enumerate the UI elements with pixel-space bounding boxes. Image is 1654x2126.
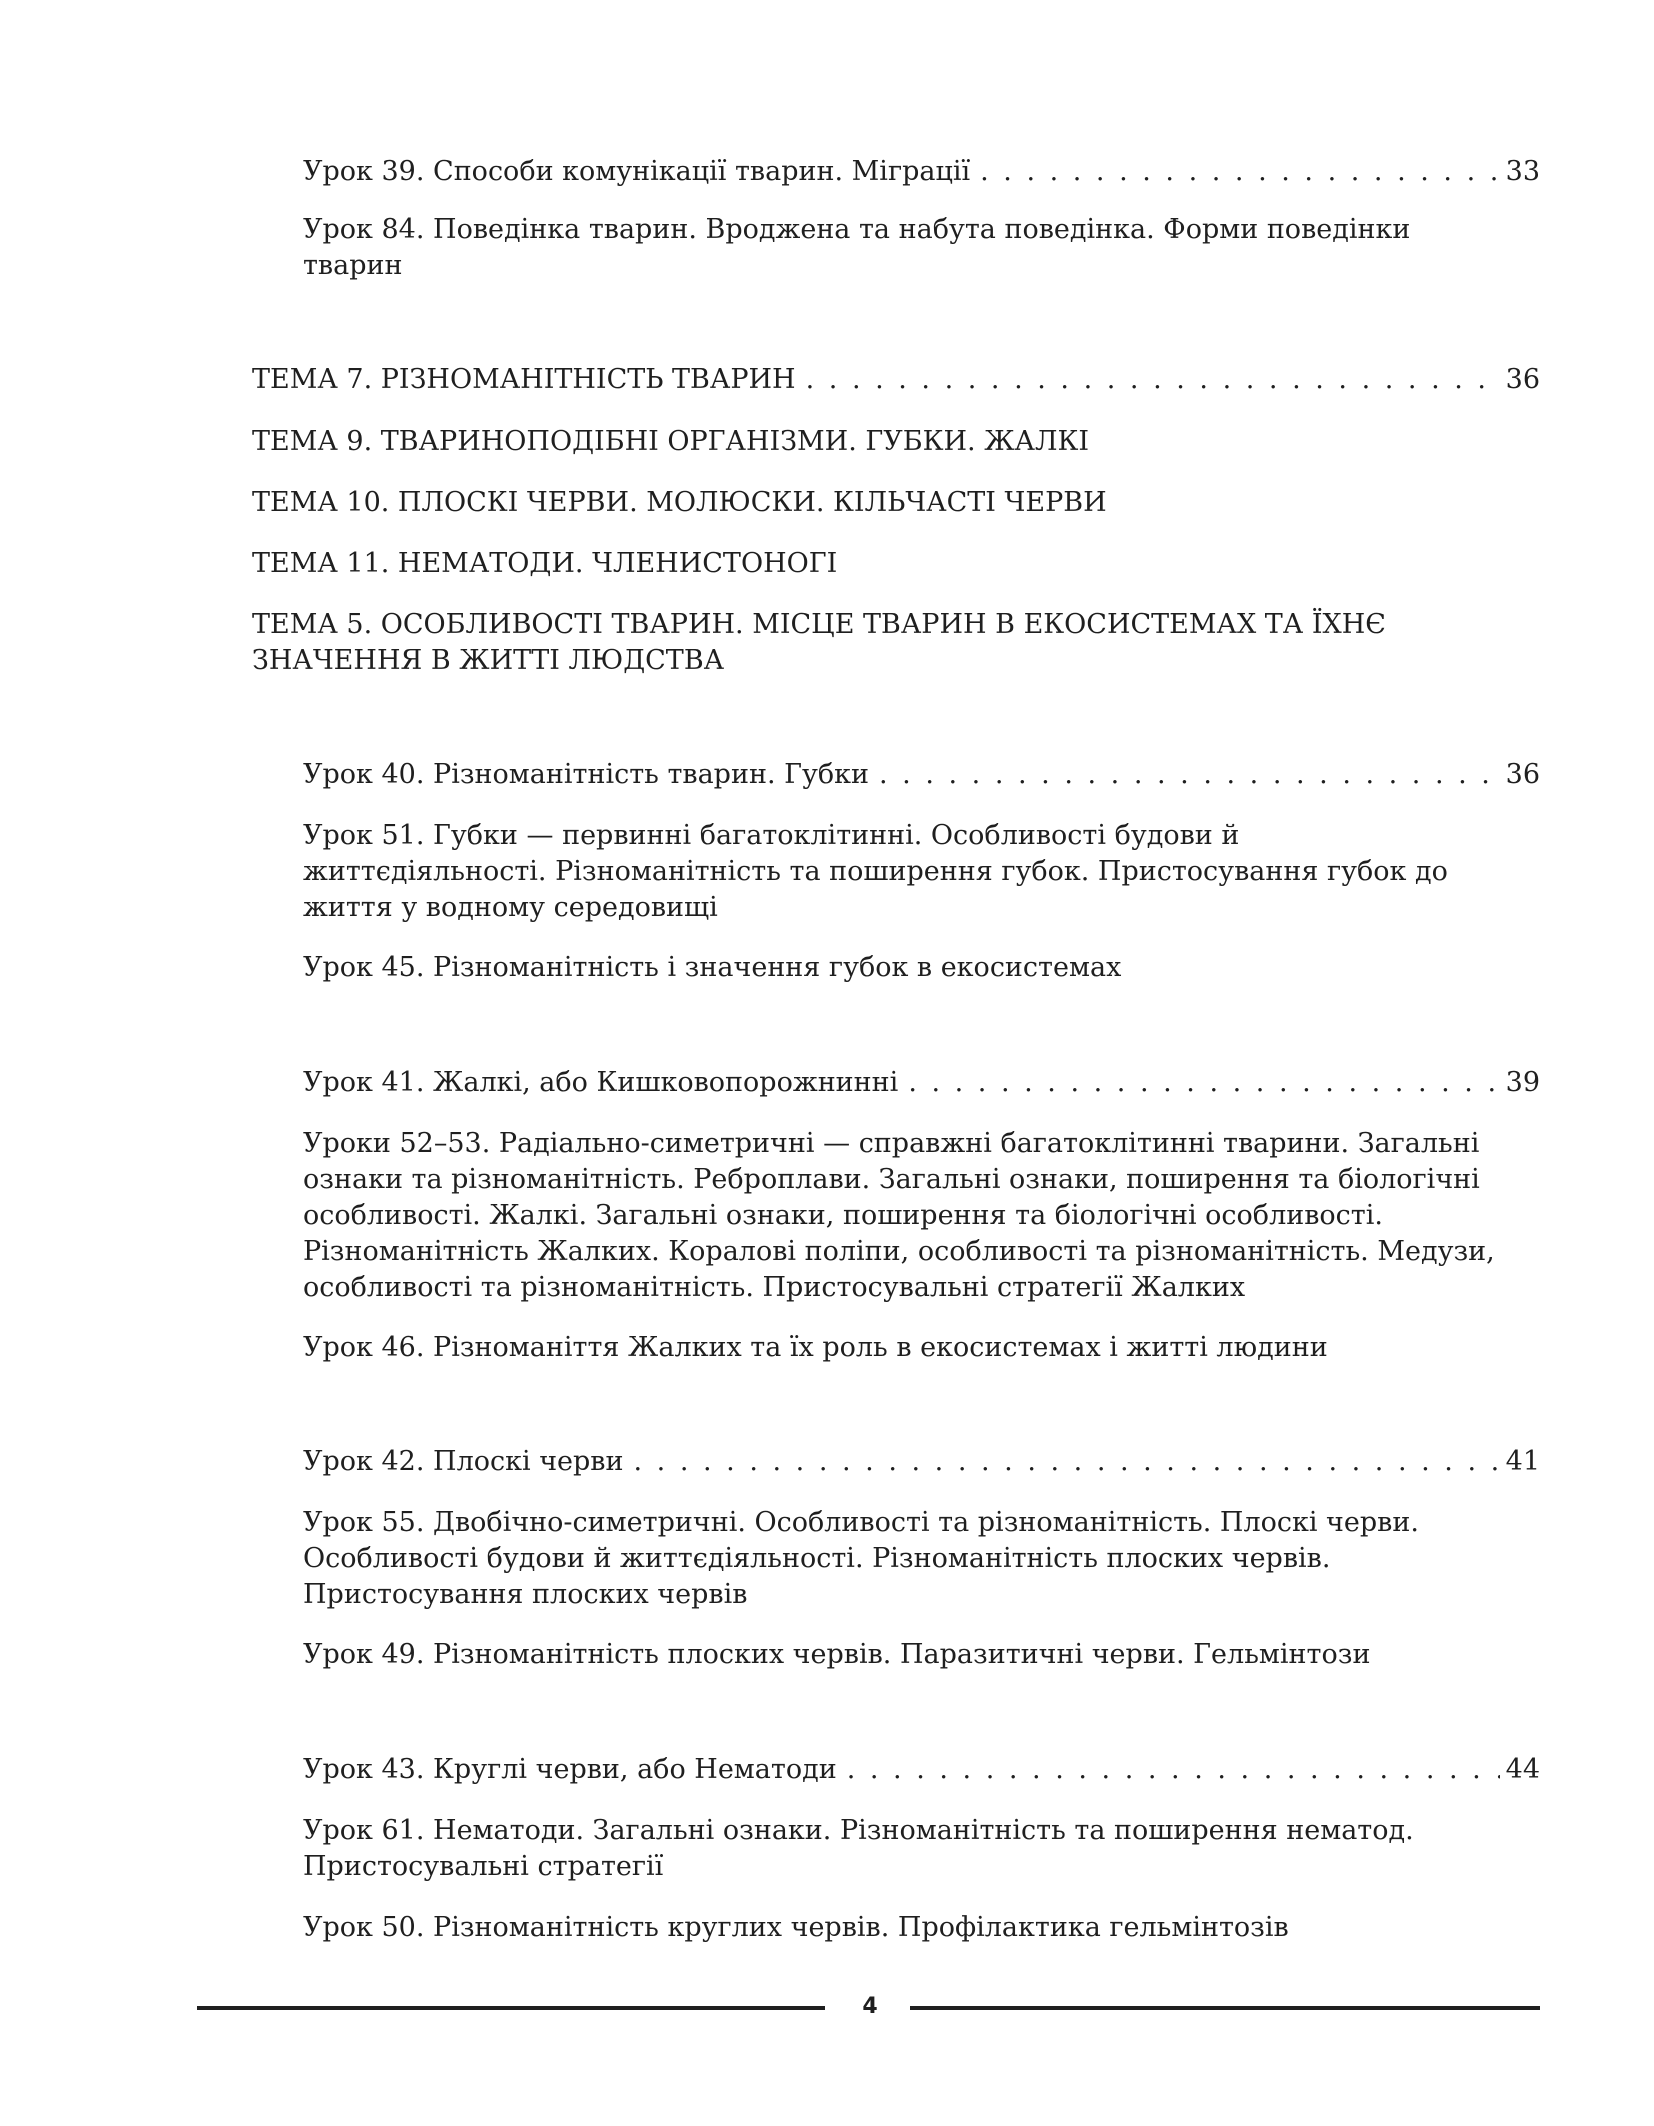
toc-entry-title: Урок 43. Круглі черви, або Нематоди (303, 1754, 837, 1785)
toc-page-number: 36 (1505, 364, 1540, 395)
toc-page-number: 36 (1505, 759, 1540, 790)
toc-entry[interactable] (303, 1752, 1540, 1788)
toc-topic-title: ТЕМА 7. РІЗНОМАНІТНІСТЬ ТВАРИН (252, 364, 796, 395)
toc-topic-subtitle: ТЕМА 10. ПЛОСКІ ЧЕРВИ. МОЛЮСКИ. КІЛЬЧАСТІ ЧЕРВИ (252, 487, 1107, 518)
toc-topic-subtitle: ТЕМА 11. НЕМАТОДИ. ЧЛЕНИСТОНОГІ (252, 548, 838, 579)
toc-subentry: Уроки 52–53. Радіально-симетричні — справжні багатоклітинні тварини. Загальні ознаки та різноманітність. Реброплави. Загальні ознаки, поширення та біологічні особливості. Жалкі. Загальні ознаки, поширення та біологічні особливості. Різноманітність Жалких. Коралові поліпи, особливості та різноманітність. Медузи, особливості та різноманітність. Пристосувальні стратегії Жалких (303, 1128, 1495, 1303)
toc-subentry: Урок 50. Різноманітність круглих червів. Профілактика гельмінтозів (303, 1912, 1289, 1943)
toc-entry-title: Урок 40. Різноманітність тварин. Губки (303, 759, 870, 790)
toc-subentry: Урок 55. Двобічно-симетричні. Особливості та різноманітність. Плоскі черви. Особливості будови й життєдіяльності. Різноманітність плоских червів. Пристосування плоских червів (303, 1507, 1419, 1610)
toc-entry[interactable] (303, 154, 1540, 190)
dot-leader (634, 1444, 1500, 1480)
footer-rule-left (197, 2006, 825, 2010)
toc-subentry: Урок 61. Нематоди. Загальні ознаки. Різноманітність та поширення нематод. Пристосувальні стратегії (303, 1815, 1414, 1882)
toc-topic-subtitle: ТЕМА 9. ТВАРИНОПОДІБНІ ОРГАНІЗМИ. ГУБКИ. ЖАЛКІ (252, 426, 1090, 457)
toc-entry[interactable] (303, 757, 1540, 793)
toc-page-number: 44 (1505, 1754, 1540, 1785)
toc-page-number: 39 (1505, 1067, 1540, 1098)
footer-rule-right (910, 2006, 1540, 2010)
toc-entry[interactable] (303, 1444, 1540, 1480)
footer-page-number: 4 (862, 1994, 878, 2019)
dot-leader (908, 1065, 1499, 1101)
dot-leader (847, 1752, 1500, 1788)
dot-leader (806, 362, 1500, 398)
toc-entry[interactable] (303, 1065, 1540, 1101)
toc-entry-title: Урок 42. Плоскі черви (303, 1446, 624, 1477)
dot-leader (980, 154, 1500, 190)
toc-subentry: Урок 45. Різноманітність і значення губок в екосистемах (303, 952, 1122, 983)
toc-topic-subtitle: ТЕМА 5. ОСОБЛИВОСТІ ТВАРИН. МІСЦЕ ТВАРИН В ЕКОСИСТЕМАХ ТА ЇХНЄ ЗНАЧЕННЯ В ЖИТТІ ЛЮДСТВА (252, 609, 1386, 676)
toc-subentry: Урок 46. Різноманіття Жалких та їх роль в екосистемах і житті людини (303, 1332, 1328, 1363)
toc-subentry: Урок 49. Різноманітність плоских червів. Паразитичні черви. Гельмінтози (303, 1639, 1371, 1670)
toc-page-number: 33 (1505, 156, 1540, 187)
toc-page-number: 41 (1505, 1446, 1540, 1477)
toc-entry-title: Урок 39. Способи комунікації тварин. Міграції (303, 156, 971, 187)
toc-subentry: Урок 84. Поведінка тварин. Вроджена та набута поведінка. Форми поведінки тварин (303, 214, 1411, 281)
toc-entry-title: Урок 41. Жалкі, або Кишковопорожнинні (303, 1067, 899, 1098)
toc-topic[interactable] (252, 362, 1540, 398)
dot-leader (879, 757, 1500, 793)
toc-subentry: Урок 51. Губки — первинні багатоклітинні. Особливості будови й життєдіяльності. Різноманітність та поширення губок. Пристосування губок до життя у водному середовищі (303, 820, 1448, 923)
